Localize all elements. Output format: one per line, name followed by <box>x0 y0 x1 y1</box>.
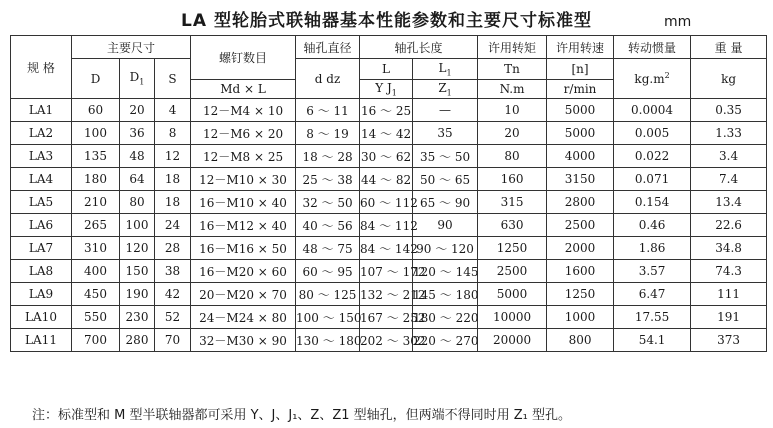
cell-L: 202 ～ 302 <box>360 329 413 352</box>
cell-S: 52 <box>155 306 191 329</box>
cell-L: 84 ～ 112 <box>360 214 413 237</box>
table-row <box>11 191 767 214</box>
cell-D: 265 <box>72 214 120 237</box>
cell-D: 135 <box>72 145 120 168</box>
cell-speed: 4000 <box>547 145 614 168</box>
cell-speed: 2500 <box>547 214 614 237</box>
cell-bore: 80 ～ 125 <box>296 283 360 306</box>
cell-spec: LA4 <box>11 168 72 191</box>
cell-S: 28 <box>155 237 191 260</box>
table-row <box>11 260 767 283</box>
cell-D1: 36 <box>120 122 155 145</box>
cell-spec: LA10 <box>11 306 72 329</box>
cell-weight: 74.3 <box>691 260 767 283</box>
cell-bore: 8 ～ 19 <box>296 122 360 145</box>
cell-L: 60 ～ 112 <box>360 191 413 214</box>
cell-weight: 34.8 <box>691 237 767 260</box>
cell-weight: 0.35 <box>691 99 767 122</box>
header-D: D <box>72 59 120 99</box>
cell-spec: LA3 <box>11 145 72 168</box>
cell-inertia: 3.57 <box>614 260 691 283</box>
cell-screws: 20－M20 × 70 <box>191 283 296 306</box>
cell-D: 450 <box>72 283 120 306</box>
cell-D: 310 <box>72 237 120 260</box>
cell-L1: 145 ～ 180 <box>413 283 478 306</box>
cell-S: 8 <box>155 122 191 145</box>
cell-L1: 90 ～ 120 <box>413 237 478 260</box>
cell-spec: LA11 <box>11 329 72 352</box>
header-bore-unit: d dz <box>296 59 360 99</box>
cell-screws: 32－M30 × 90 <box>191 329 296 352</box>
cell-S: 42 <box>155 283 191 306</box>
header-torque: 许用转矩 <box>478 36 547 59</box>
cell-spec: LA6 <box>11 214 72 237</box>
cell-bore: 60 ～ 95 <box>296 260 360 283</box>
cell-S: 18 <box>155 191 191 214</box>
cell-L: 14 ～ 42 <box>360 122 413 145</box>
table-row <box>11 122 767 145</box>
cell-speed: 800 <box>547 329 614 352</box>
cell-torque: 160 <box>478 168 547 191</box>
cell-D1: 150 <box>120 260 155 283</box>
header-row-1 <box>11 36 767 59</box>
cell-D1: 190 <box>120 283 155 306</box>
cell-speed: 3150 <box>547 168 614 191</box>
page-title: LA 型轮胎式联轴器基本性能参数和主要尺寸标准型 <box>181 11 592 31</box>
header-bore: 轴孔直径 <box>296 36 360 59</box>
table-row <box>11 168 767 191</box>
cell-L: 44 ～ 82 <box>360 168 413 191</box>
cell-D: 210 <box>72 191 120 214</box>
cell-L1: 180 ～ 220 <box>413 306 478 329</box>
cell-inertia: 0.46 <box>614 214 691 237</box>
cell-D1: 120 <box>120 237 155 260</box>
cell-S: 70 <box>155 329 191 352</box>
table-row <box>11 329 767 352</box>
header-L-sub: Y $J_1$ <box>360 80 413 99</box>
cell-S: 18 <box>155 168 191 191</box>
cell-S: 24 <box>155 214 191 237</box>
unit-label: mm <box>664 14 692 30</box>
cell-speed: 1250 <box>547 283 614 306</box>
cell-torque: 10000 <box>478 306 547 329</box>
cell-D1: 230 <box>120 306 155 329</box>
cell-speed: 5000 <box>547 122 614 145</box>
cell-spec: LA5 <box>11 191 72 214</box>
cell-weight: 13.4 <box>691 191 767 214</box>
cell-D1: 100 <box>120 214 155 237</box>
cell-speed: 2800 <box>547 191 614 214</box>
cell-L1: 65 ～ 90 <box>413 191 478 214</box>
cell-inertia: 0.0004 <box>614 99 691 122</box>
cell-bore: 40 ～ 56 <box>296 214 360 237</box>
cell-screws: 24－M24 × 80 <box>191 306 296 329</box>
header-screws: 螺钉数目 <box>191 36 296 80</box>
cell-spec: LA8 <box>11 260 72 283</box>
cell-torque: 630 <box>478 214 547 237</box>
header-speed-unit: r/min <box>547 80 614 99</box>
header-inertia: 转动惯量 <box>614 36 691 59</box>
cell-torque: 20000 <box>478 329 547 352</box>
cell-L: 16 ～ 25 <box>360 99 413 122</box>
cell-spec: LA7 <box>11 237 72 260</box>
cell-D1: 48 <box>120 145 155 168</box>
cell-D: 700 <box>72 329 120 352</box>
cell-L1: 220 ～ 270 <box>413 329 478 352</box>
cell-L: 107 ～ 172 <box>360 260 413 283</box>
header-bore-length: 轴孔长度 <box>360 36 478 59</box>
cell-speed: 2000 <box>547 237 614 260</box>
cell-bore: 6 ～ 11 <box>296 99 360 122</box>
cell-D1: 64 <box>120 168 155 191</box>
table-row <box>11 214 767 237</box>
cell-weight: 191 <box>691 306 767 329</box>
cell-D: 100 <box>72 122 120 145</box>
cell-bore: 130 ～ 180 <box>296 329 360 352</box>
spec-table <box>10 35 767 352</box>
cell-S: 12 <box>155 145 191 168</box>
header-torque-symbol: Tn <box>478 59 547 80</box>
cell-L1: 35 <box>413 122 478 145</box>
header-speed-symbol: [n] <box>547 59 614 80</box>
cell-inertia: 0.071 <box>614 168 691 191</box>
cell-weight: 111 <box>691 283 767 306</box>
cell-torque: 10 <box>478 99 547 122</box>
cell-L: 132 ～ 212 <box>360 283 413 306</box>
cell-torque: 5000 <box>478 283 547 306</box>
cell-screws: 12－M4 × 10 <box>191 99 296 122</box>
header-screws-unit: Md × L <box>191 80 296 99</box>
cell-D1: 20 <box>120 99 155 122</box>
header-spec: 规 格 <box>11 36 72 99</box>
cell-inertia: 6.47 <box>614 283 691 306</box>
cell-screws: 16－M12 × 40 <box>191 214 296 237</box>
header-inertia-unit: $kg.m^2$ <box>614 59 691 99</box>
cell-spec: LA2 <box>11 122 72 145</box>
table-row <box>11 283 767 306</box>
cell-screws: 16－M16 × 50 <box>191 237 296 260</box>
cell-S: 38 <box>155 260 191 283</box>
table-row <box>11 306 767 329</box>
cell-inertia: 1.86 <box>614 237 691 260</box>
table-row <box>11 99 767 122</box>
header-L: L <box>360 59 413 80</box>
cell-weight: 7.4 <box>691 168 767 191</box>
cell-torque: 315 <box>478 191 547 214</box>
table-row <box>11 145 767 168</box>
cell-weight: 373 <box>691 329 767 352</box>
table-row <box>11 237 767 260</box>
cell-L1: 90 <box>413 214 478 237</box>
cell-weight: 22.6 <box>691 214 767 237</box>
cell-D1: 280 <box>120 329 155 352</box>
cell-D1: 80 <box>120 191 155 214</box>
cell-inertia: 0.005 <box>614 122 691 145</box>
header-L1-z: $Z_1$ <box>413 80 478 99</box>
cell-weight: 3.4 <box>691 145 767 168</box>
cell-bore: 32 ～ 50 <box>296 191 360 214</box>
header-speed: 许用转速 <box>547 36 614 59</box>
cell-D: 550 <box>72 306 120 329</box>
cell-weight: 1.33 <box>691 122 767 145</box>
cell-D: 180 <box>72 168 120 191</box>
cell-inertia: 0.154 <box>614 191 691 214</box>
cell-speed: 1000 <box>547 306 614 329</box>
cell-bore: 25 ～ 38 <box>296 168 360 191</box>
header-S: S <box>155 59 191 99</box>
header-row-2 <box>11 59 767 80</box>
cell-L: 84 ～ 142 <box>360 237 413 260</box>
cell-screws: 12－M10 × 30 <box>191 168 296 191</box>
cell-L: 167 ～ 252 <box>360 306 413 329</box>
cell-inertia: 54.1 <box>614 329 691 352</box>
cell-speed: 1600 <box>547 260 614 283</box>
cell-bore: 48 ～ 75 <box>296 237 360 260</box>
cell-inertia: 17.55 <box>614 306 691 329</box>
header-main-dims: 主要尺寸 <box>72 36 191 59</box>
cell-L: 30 ～ 62 <box>360 145 413 168</box>
cell-L1: 50 ～ 65 <box>413 168 478 191</box>
header-L1: $L_1$ <box>413 59 478 80</box>
cell-screws: 12－M8 × 25 <box>191 145 296 168</box>
header-weight: 重 量 <box>691 36 767 59</box>
cell-bore: 18 ～ 28 <box>296 145 360 168</box>
cell-L1: — <box>413 99 478 122</box>
cell-torque: 2500 <box>478 260 547 283</box>
cell-spec: LA1 <box>11 99 72 122</box>
cell-torque: 1250 <box>478 237 547 260</box>
footnote: 注：标准型和 M 型半联轴器都可采用 Y、J、J₁、Z、Z1 型轴孔，但两端不得同时用 Z₁ 型孔。 <box>32 408 572 423</box>
cell-S: 4 <box>155 99 191 122</box>
cell-L1: 35 ～ 50 <box>413 145 478 168</box>
cell-inertia: 0.022 <box>614 145 691 168</box>
cell-screws: 16－M20 × 60 <box>191 260 296 283</box>
cell-bore: 100 ～ 150 <box>296 306 360 329</box>
cell-screws: 12－M6 × 20 <box>191 122 296 145</box>
cell-D: 400 <box>72 260 120 283</box>
header-weight-unit: kg <box>691 59 767 99</box>
cell-screws: 16－M10 × 40 <box>191 191 296 214</box>
cell-spec: LA9 <box>11 283 72 306</box>
header-D1: $D_1$ <box>120 59 155 99</box>
cell-D: 60 <box>72 99 120 122</box>
header-torque-unit: N.m <box>478 80 547 99</box>
cell-speed: 5000 <box>547 99 614 122</box>
cell-torque: 80 <box>478 145 547 168</box>
cell-torque: 20 <box>478 122 547 145</box>
cell-L1: 120 ～ 145 <box>413 260 478 283</box>
